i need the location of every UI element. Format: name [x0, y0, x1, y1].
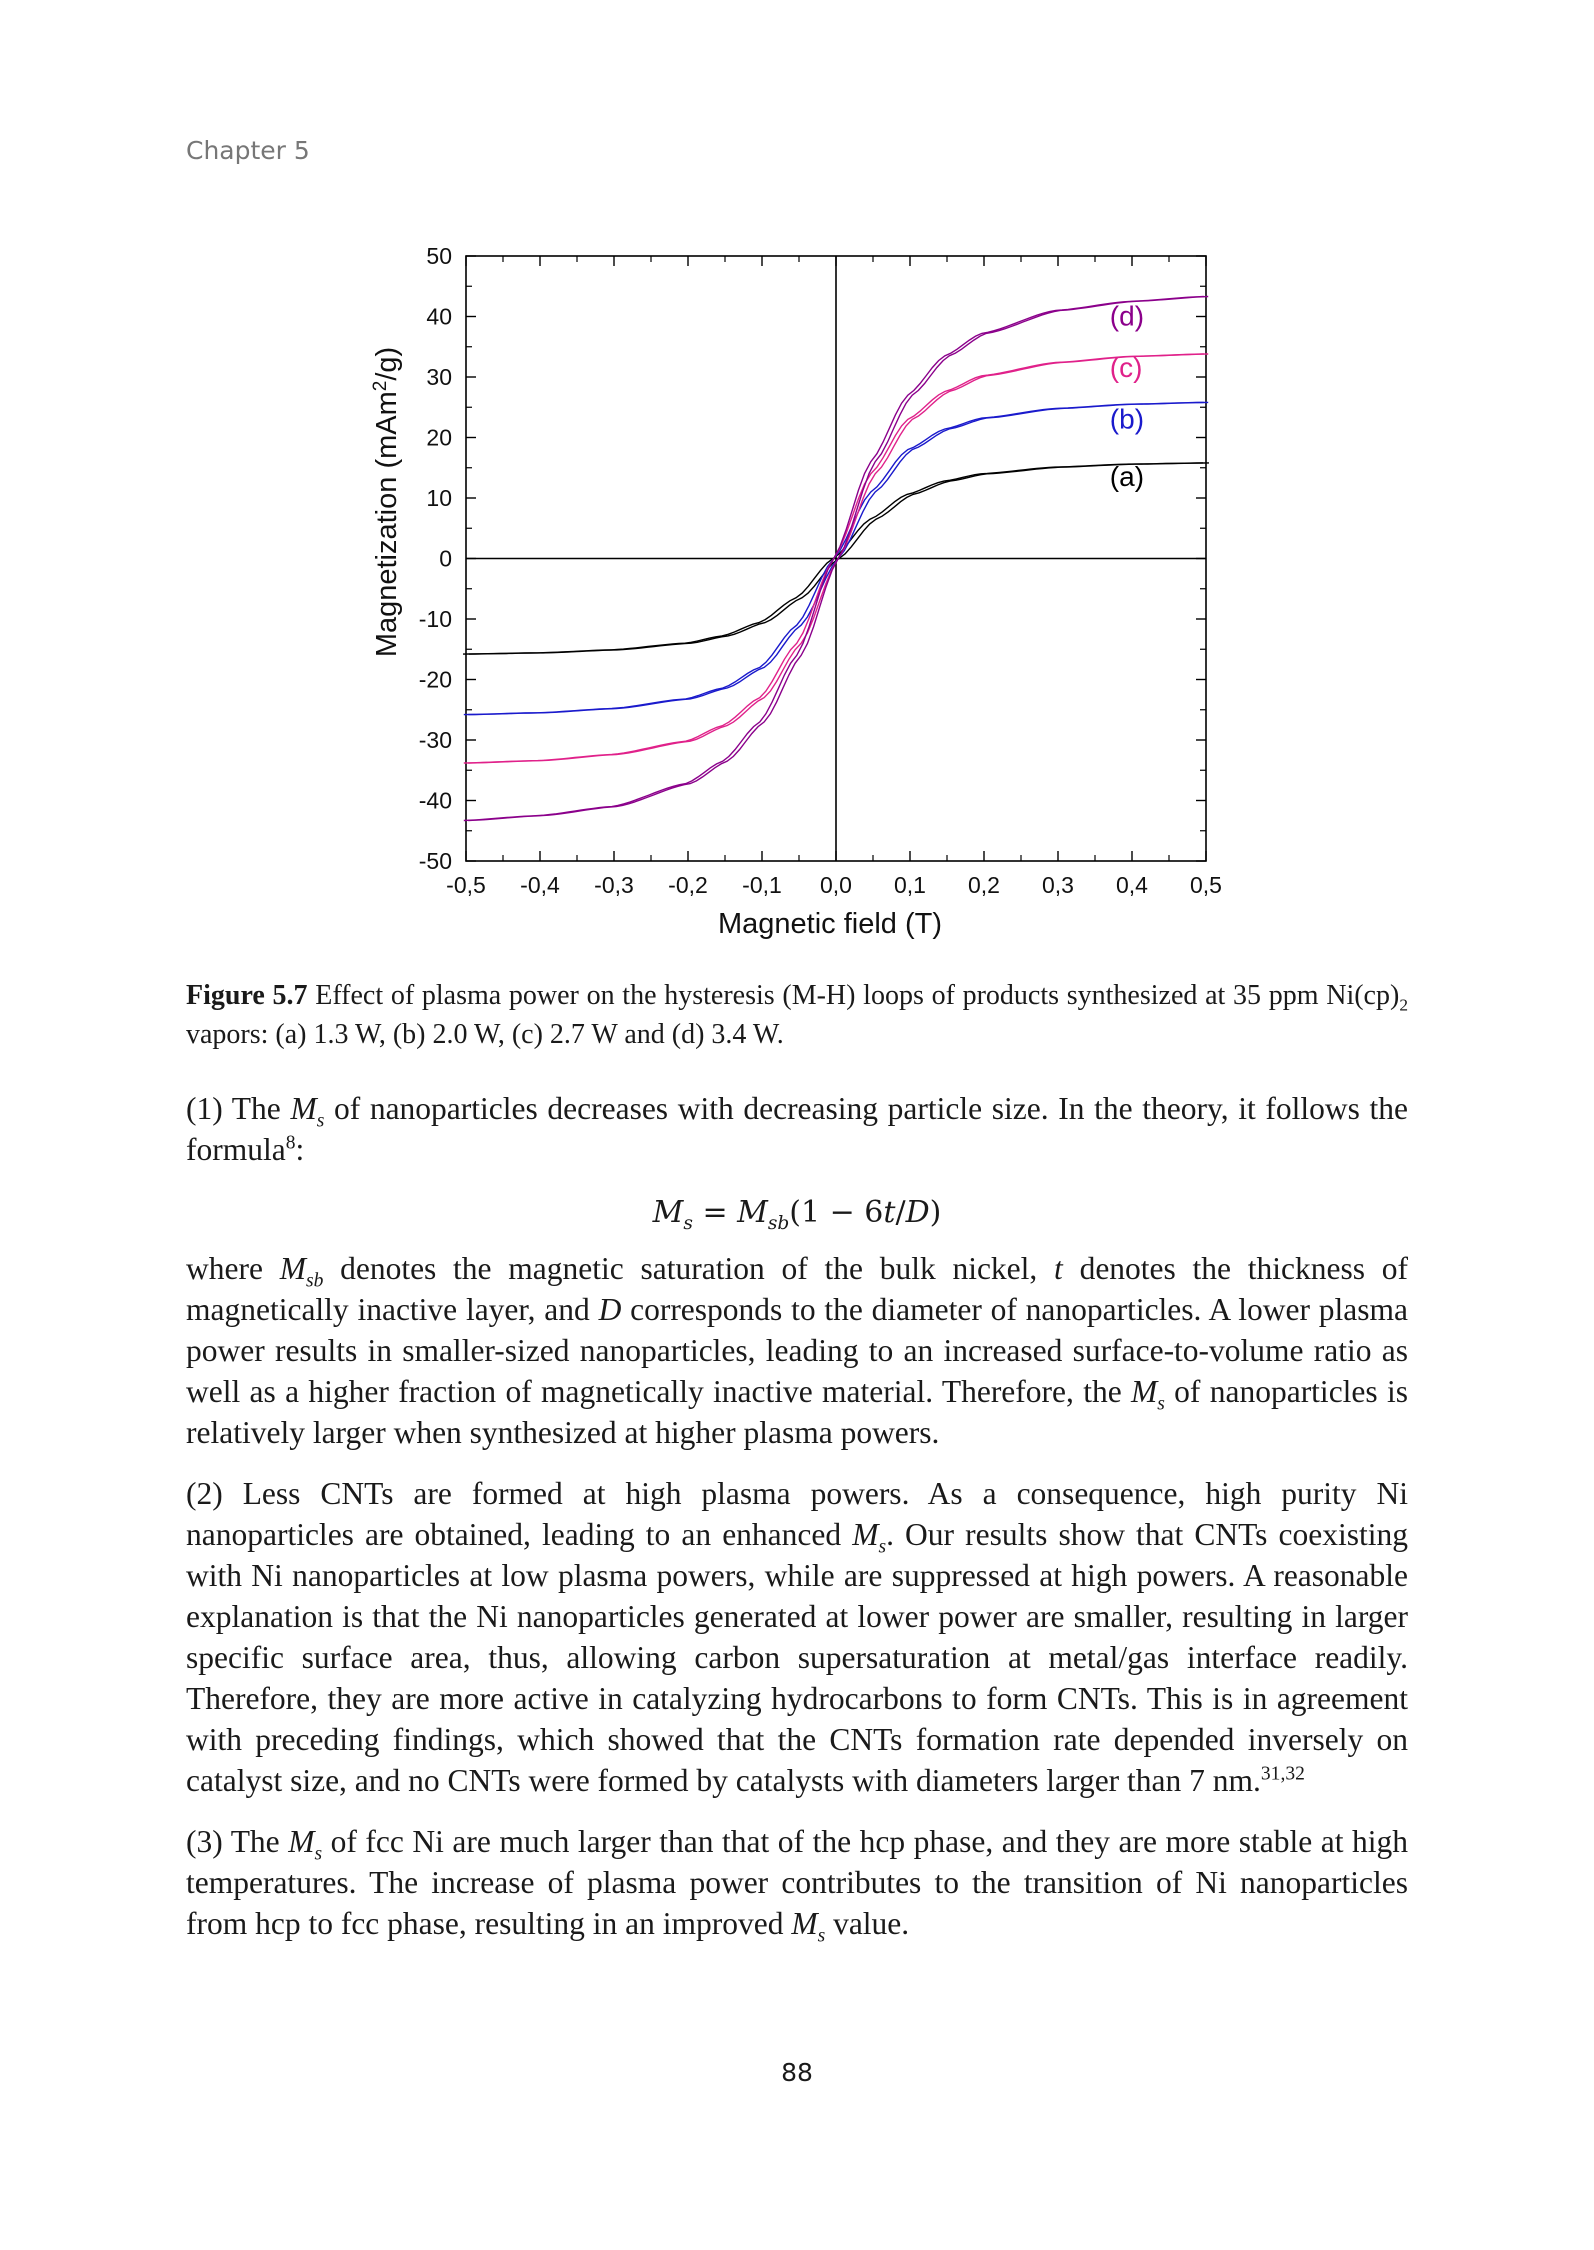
paragraph-4: (3) The $M_s$ of fcc Ni are much larger than that of the hcp phase, and they are more stable at high temperatures. The increase of plasma power contributes to the transition of Ni nanoparticles from hcp to fcc phase, resulting in an improved $M_s$ value.	[186, 1824, 1408, 1947]
running-header: Chapter 5	[186, 136, 310, 165]
y-tick-label: 20	[426, 424, 452, 451]
figure-caption: Figure 5.7 Effect of plasma power on the hysteresis (M-H) loops of products synthesized at 35 ppm $Ni(cp)_2$ vapors: (a) 1.3 W, (b) 2.0 W, (c) 2.7 W and (d) 3.4 W.	[186, 980, 1408, 1050]
y-tick-label: 30	[426, 364, 452, 390]
y-tick-label: 10	[426, 485, 452, 511]
y-tick-label: -50	[418, 848, 452, 874]
chart-labels	[1110, 301, 1144, 492]
x-tick-label: 0,4	[1116, 872, 1148, 898]
y-tick-label: -30	[418, 727, 452, 753]
paragraph-1: (1) The $M_s$ of nanoparticles decreases with decreasing particle size. In the theory, it follows the formula$^8$:	[186, 1091, 1408, 1167]
x-tick-label: 0,0	[820, 872, 852, 898]
x-tick-label: -0,4	[520, 872, 560, 898]
x-tick-label: -0,2	[668, 872, 708, 898]
y-tick-label: -20	[418, 666, 452, 693]
hysteresis-chart	[340, 230, 1240, 960]
x-tick-label: 0,5	[1190, 872, 1222, 898]
equation: $M_s = M_{sb}(1 - 6t/D)$	[652, 1195, 942, 1234]
series-label-b: (b)	[1109, 403, 1145, 435]
citation: 8	[285, 1132, 296, 1154]
body-text	[186, 1088, 1408, 1964]
series-label-d: (d)	[1109, 300, 1145, 332]
citation: 31,32	[1260, 1763, 1305, 1785]
y-axis-label: Magnetization (mAm$^2$/g)	[370, 346, 403, 658]
y-tick-label: 50	[426, 243, 452, 269]
figure-label: Figure 5.7	[186, 980, 308, 1011]
paragraph-3: (2) Less CNTs are formed at high plasma powers. As a consequence, high purity Ni nanoparticles are obtained, leading to an enhanced $M_s$. Our results show that CNTs coexisting with Ni nanoparticles at low plasma powers, while are suppressed at high powers. A reasonable explanation is that the Ni nanoparticles generated at lower power are smaller, resulting in larger specific surface area, thus, allowing carbon supersaturation at metal/gas interface readily. Therefore, they are more active in catalyzing hydrocarbons to form CNTs. This is in agreement with preceding findings, which showed that the CNTs formation rate depended inversely on catalyst size, and no CNTs were formed by catalysts with diameters larger than 7 nm.$^{31,32}$	[186, 1476, 1408, 1798]
y-tick-label: -40	[418, 787, 452, 814]
x-axis-label: Magnetic field (T)	[717, 908, 943, 940]
series-label-a: (a)	[1109, 460, 1145, 492]
x-tick-label: -0,3	[594, 872, 634, 898]
x-tick-label: 0,2	[968, 872, 1000, 898]
y-tick-label: 0	[439, 545, 452, 572]
chart-axes	[466, 256, 1206, 861]
paragraph-2: where $M_{sb}$ denotes the magnetic saturation of the bulk nickel, t denotes the thickness of magnetically inactive layer, and D corresponds to the diameter of nanoparticles. A lower plasma power results in smaller-sized nanoparticles, leading to an increased surface-to-volume ratio as well as a higher fraction of magnetically inactive material. Therefore, the $M_s$ of nanoparticles is relatively larger when synthesized at higher plasma powers.	[186, 1251, 1409, 1450]
y-tick-label: -10	[418, 606, 452, 632]
y-tick-label: 40	[426, 303, 452, 330]
series-label-c: (c)	[1109, 352, 1143, 383]
x-tick-label: 0,1	[894, 872, 926, 898]
page-number: 88	[781, 2058, 813, 2087]
x-tick-label: -0,5	[446, 872, 486, 898]
x-tick-label: 0,3	[1042, 872, 1074, 898]
x-tick-label: -0,1	[742, 872, 782, 898]
